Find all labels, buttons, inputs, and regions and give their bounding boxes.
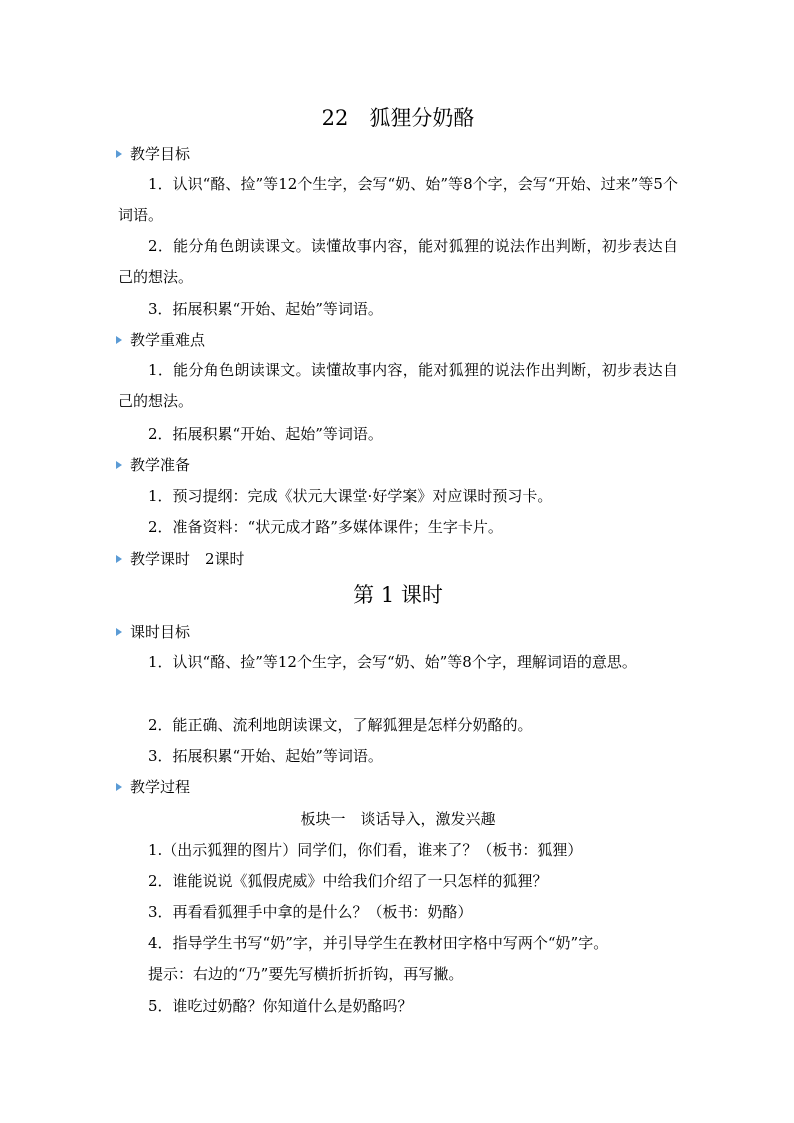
section-heading-objectives	[116, 620, 190, 644]
preparation-item-2: 2．准备资料：“状元成才路”多媒体课件；生字卡片。	[148, 518, 503, 536]
section-heading-text: 教学过程	[130, 778, 191, 796]
process-step-1: 1.（出示狐狸的图片）同学们，你们看，谁来了？（板书：狐狸）	[148, 841, 583, 859]
process-step-2: 2．谁能说说《狐假虎威》中给我们介绍了一只怎样的狐狸？	[148, 872, 548, 890]
preparation-item-1: 1．预习提纲：完成《状元大课堂·好学案》对应课时预习卡。	[148, 487, 553, 505]
section-heading-text: 课时目标	[130, 623, 191, 641]
objective-item-3: 3．拓展积累“开始、起始”等词语。	[148, 747, 383, 765]
triangle-bullet-icon	[116, 336, 122, 344]
section-heading-text: 教学准备	[130, 456, 191, 474]
page-title: 22 狐狸分奶酪	[321, 106, 475, 130]
objective-item-1: 1．认识“酪、捡”等12个生字，会写“奶、始”等8个字，理解词语的意思。	[148, 653, 637, 671]
section-heading-preparation	[116, 453, 190, 477]
module-title: 板块一 谈话导入，激发兴趣	[300, 810, 496, 828]
section-heading-hours	[116, 547, 245, 571]
key-point-item-1: 1．能分角色朗读课文。读懂故事内容，能对狐狸的说法作出判断，初步表达自己的想法。	[118, 361, 678, 410]
triangle-bullet-icon	[116, 555, 122, 563]
lesson-title: 第 1 课时	[353, 583, 443, 607]
objective-item-2: 2．能正确、流利地朗读课文，了解狐狸是怎样分奶酪的。	[148, 716, 533, 734]
goal-item-3: 3．拓展积累“开始、起始”等词语。	[148, 300, 383, 318]
process-step-5: 5．谁吃过奶酪？你知道什么是奶酪吗？	[148, 997, 413, 1015]
section-heading-process	[116, 775, 190, 799]
section-heading-text: 教学目标	[130, 145, 191, 163]
triangle-bullet-icon	[116, 783, 122, 791]
section-heading-text: 教学重难点	[130, 331, 206, 349]
triangle-bullet-icon	[116, 461, 122, 469]
key-point-item-2: 2．拓展积累“开始、起始”等词语。	[148, 425, 383, 443]
section-heading-text: 教学课时 2课时	[130, 550, 245, 568]
goal-item-1: 1．认识“酪、捡”等12个生字，会写“奶、始”等8个字，会写“开始、过来”等5个词语。	[118, 175, 678, 224]
process-step-3: 3．再看看狐狸手中拿的是什么？（板书：奶酪）	[148, 903, 473, 921]
section-heading-goals	[116, 142, 190, 166]
goal-item-2: 2．能分角色朗读课文。读懂故事内容，能对狐狸的说法作出判断，初步表达自己的想法。	[118, 237, 678, 286]
triangle-bullet-icon	[116, 150, 122, 158]
triangle-bullet-icon	[116, 628, 122, 636]
process-step-tip: 提示：右边的“乃”要先写横折折折钩，再写撇。	[148, 965, 464, 983]
process-step-4: 4．指导学生书写“奶”字，并引导学生在教材田字格中写两个“奶”字。	[148, 934, 609, 952]
section-heading-key-points	[116, 328, 205, 352]
